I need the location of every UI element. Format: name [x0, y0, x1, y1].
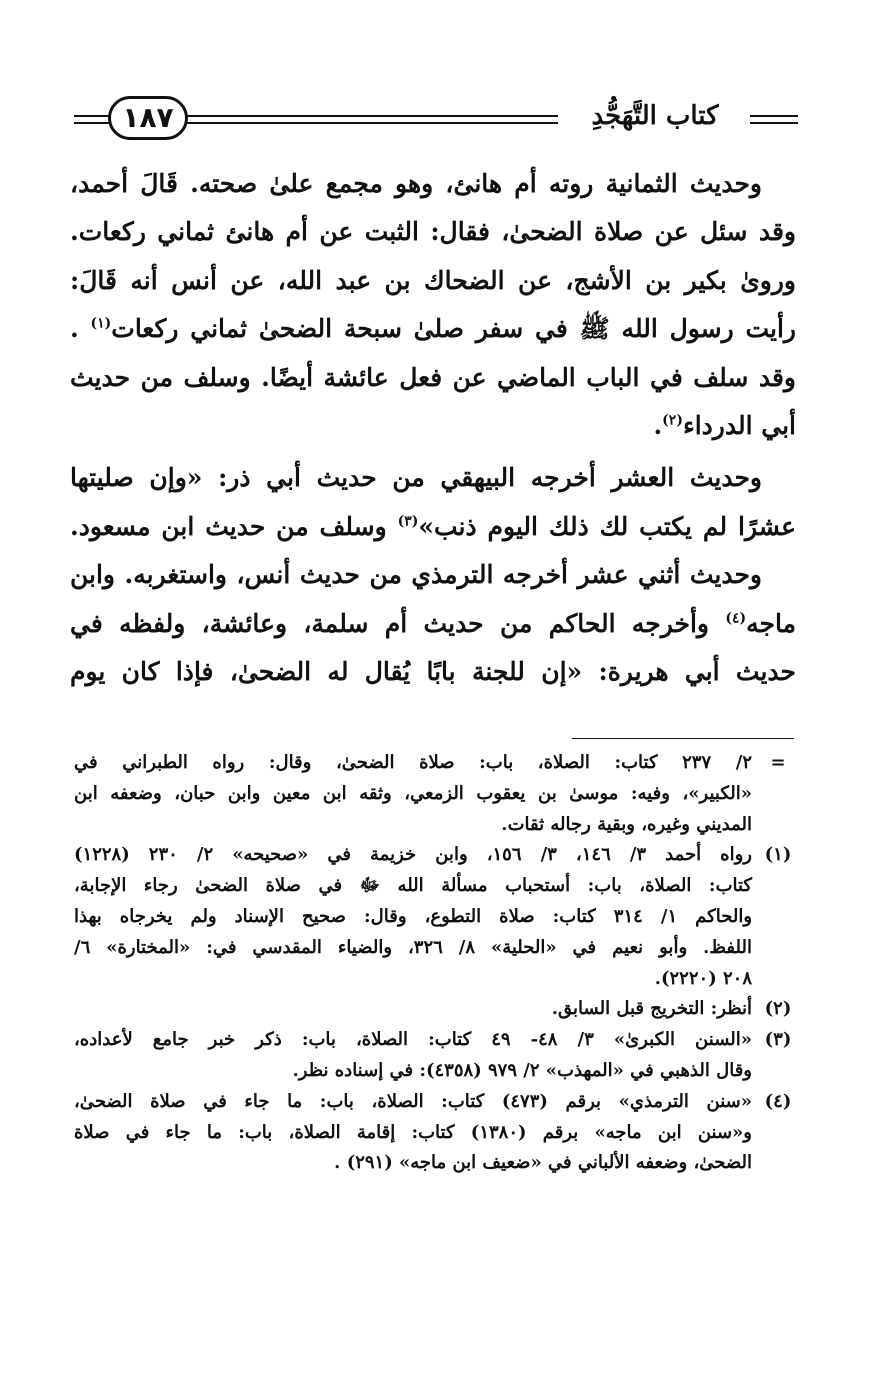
footnote-line: المديني وغيره، وبقية رجاله ثقات. [501, 813, 752, 835]
footnote-separator [572, 738, 794, 739]
header-rule [186, 122, 558, 124]
footnote-reference[interactable]: (٣) [397, 513, 419, 530]
text-line: وحديث العشر أخرجه البيهقي من حديث أبي ذر: «وإن صليتها [70, 463, 762, 493]
paragraph [70, 160, 796, 450]
header-rule [750, 122, 798, 124]
text-line: أبي الدرداء$^{(٢)}$. [653, 411, 796, 441]
footnote-line: ٢٠٨ (٢٢٢٠). [654, 967, 752, 989]
footnote-marker: (٢) [764, 998, 792, 1020]
main-text [70, 160, 796, 696]
footnote-4 [74, 1087, 798, 1179]
footnote-line: أنظر: التخريج قبل السابق. [551, 998, 752, 1020]
footnote-reference[interactable]: (١) [90, 315, 112, 332]
text-line: وحديث أثني عشر أخرجه الترمذي من حديث أنس، واستغربه. وابن [70, 560, 762, 590]
footnote-line: اللفظ. وأبو نعيم في «الحلية» ٨/ ٣٢٦، والضياء المقدسي في: «المختارة» ٦/ [74, 936, 752, 958]
footnote-line: و«سنن ابن ماجه» برقم (١٣٨٠) كتاب: إقامة الصلاة، باب: ما جاء في صلاة [74, 1121, 753, 1143]
page-header [74, 92, 798, 148]
text-line: وقد سلف في الباب الماضي عن فعل عائشة أيضًا. وسلف من حديث [70, 362, 796, 392]
page-number: ١٨٧ [108, 96, 188, 140]
text-line: رأيت رسول الله ﷺ في سفر صلىٰ سبحة الضحىٰ ثماني ركعات$^{(١)}$ . [70, 314, 796, 344]
footnote-marker: = [770, 752, 786, 773]
footnote-line: والحاكم ١/ ٣١٤ كتاب: صلاة التطوع، وقال: صحيح الإسناد ولم يخرجاه بهذا [74, 905, 753, 927]
text-line: وقد سئل عن صلاة الضحىٰ، فقال: الثبت عن أم هانئ ثماني ركعات. [70, 217, 796, 247]
footnote-2 [74, 994, 798, 1025]
text-line: عشرًا لم يكتب لك ذلك اليوم ذنب»$^{(٣)}$ وسلف من حديث ابن مسعود. [70, 511, 796, 541]
footnote-reference[interactable]: (٢) [662, 412, 683, 429]
footnote-marker: (٣) [764, 1029, 792, 1051]
footnote-reference[interactable]: (٤) [725, 610, 747, 627]
footnote-line: ٢/ ٢٣٧ كتاب: الصلاة، باب: صلاة الضحىٰ، وقال: رواه الطبراني في [74, 752, 752, 773]
footnote-line: وقال الذهبي في «المهذب» ٢/ ٩٧٩ (٤٣٥٨): في إسناده نظر. [292, 1059, 752, 1081]
footnote-line: «الكبير»، وفيه: موسىٰ بن يعقوب الزمعي، وثقه ابن معين وابن حبان، وضعفه ابن [74, 782, 752, 804]
paragraph [70, 454, 796, 696]
header-rule [186, 115, 558, 117]
footnote-line: الضحىٰ، وضعفه الألباني في «ضعيف ابن ماجه» (٢٩١) . [334, 1152, 752, 1174]
footnote-continuation [74, 748, 798, 840]
text-line: ورویٰ بكير بن الأشج، عن الضحاك بن عبد الله، عن أنس أنه قَالَ: [70, 265, 796, 295]
footnote-line: رواه أحمد ٣/ ١٤٦، ٣/ ١٥٦، وابن خزيمة في «صحيحه» ٢/ ٢٣٠ (١٢٢٨) [74, 844, 752, 866]
header-rule [750, 115, 798, 117]
text-line: حديث أبي هريرة: «إن للجنة بابًا يُقال له الضحىٰ، فإذا كان يوم [70, 657, 796, 687]
text-line: ماجه$^{(٤)}$ وأخرجه الحاكم من حديث أم سلمة، وعائشة، ولفظه في [70, 608, 796, 638]
footnote-marker: (١) [764, 844, 792, 866]
running-title: كتاب التَّهَجُّدِ [591, 101, 719, 131]
footnote-line: «السنن الكبرىٰ» ٣/ ٤٨- ٤٩ كتاب: الصلاة، باب: ذكر خبر جامع لأعداده، [74, 1029, 752, 1051]
footnotes [74, 748, 798, 1179]
footnote-marker: (٤) [764, 1090, 792, 1112]
footnote-1 [74, 840, 798, 994]
footnote-line: «سنن الترمذي» برقم (٤٧٣) كتاب: الصلاة، باب: ما جاء في صلاة الضحىٰ، [74, 1090, 752, 1112]
footnote-line: كتاب: الصلاة، باب: أستحباب مسألة الله ﷻ في صلاة الضحىٰ رجاء الإجابة، [74, 875, 752, 897]
footnote-3 [74, 1025, 798, 1087]
text-line: وحديث الثمانية روته أم هانئ، وهو مجمع علىٰ صحته. قَالَ أحمد، [70, 169, 762, 198]
